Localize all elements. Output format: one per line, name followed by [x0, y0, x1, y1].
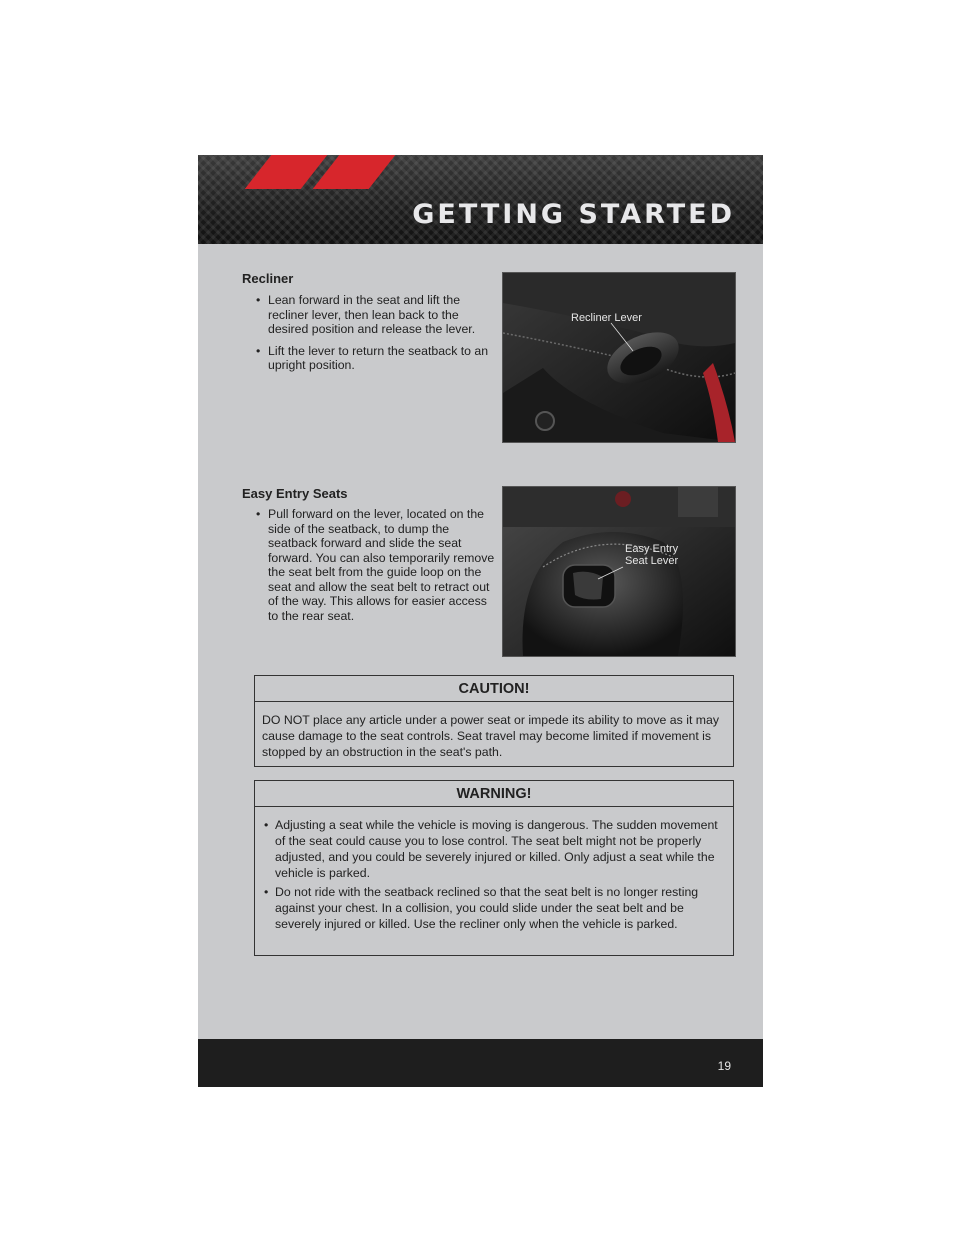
caution-title: CAUTION! [255, 676, 733, 702]
section-title: GETTING STARTED [412, 199, 735, 230]
list-item: • Pull forward on the lever, located on the side of the seatback, to dump the seatback forward and slide the seat forward. You can also temporarily remove the seat belt from the guide loop on the seat and allow the seat belt to retract out of the way. This allows for easier access to the rear seat. [256, 507, 495, 623]
list-item: • Lean forward in the seat and lift the recliner lever, then lean back to the desired position and release the lever. [256, 293, 476, 336]
easy-entry-lever-label: Easy Entry Seat Lever [625, 543, 679, 567]
section-header [198, 155, 763, 244]
list-item: • Lift the lever to return the seatback to an upright position. [256, 343, 489, 372]
recliner-lever-photo [502, 272, 736, 443]
easy-entry-bullets [254, 507, 496, 630]
caution-body: DO NOT place any article under a power seat or impede its ability to move as it may cause damage to the seat controls. Seat travel may become limited if movement is stopped by an obstruction in the seat's path. [262, 713, 720, 759]
warning-box [254, 780, 734, 956]
warning-title: WARNING! [255, 781, 733, 807]
red-stripe-graphic [313, 155, 396, 189]
page-number: 19 [717, 1059, 731, 1073]
caution-box [254, 675, 734, 767]
red-stripe-graphic [245, 155, 328, 189]
list-item: • Do not ride with the seatback reclined so that the seat belt is no longer resting against your chest. In a collision, you could slide under the seat belt and be severely injured or killed. Use the recliner only when the vehicle is parked. [264, 885, 699, 931]
recliner-bullets [254, 293, 492, 380]
manual-page [198, 155, 763, 1087]
easy-entry-lever-photo [502, 486, 736, 657]
recliner-heading: Recliner [242, 271, 294, 286]
page-footer [198, 1039, 763, 1087]
warning-bullets [262, 817, 725, 932]
list-item: • Adjusting a seat while the vehicle is moving is dangerous. The sudden movement of the seat could cause you to lose control. The seat belt might not be properly adjusted, and you could be severely injured or killed. Only adjust a seat while the vehicle is parked. [264, 818, 718, 880]
easy-entry-heading: Easy Entry Seats [242, 486, 348, 501]
recliner-lever-label: Recliner Lever [571, 312, 642, 324]
